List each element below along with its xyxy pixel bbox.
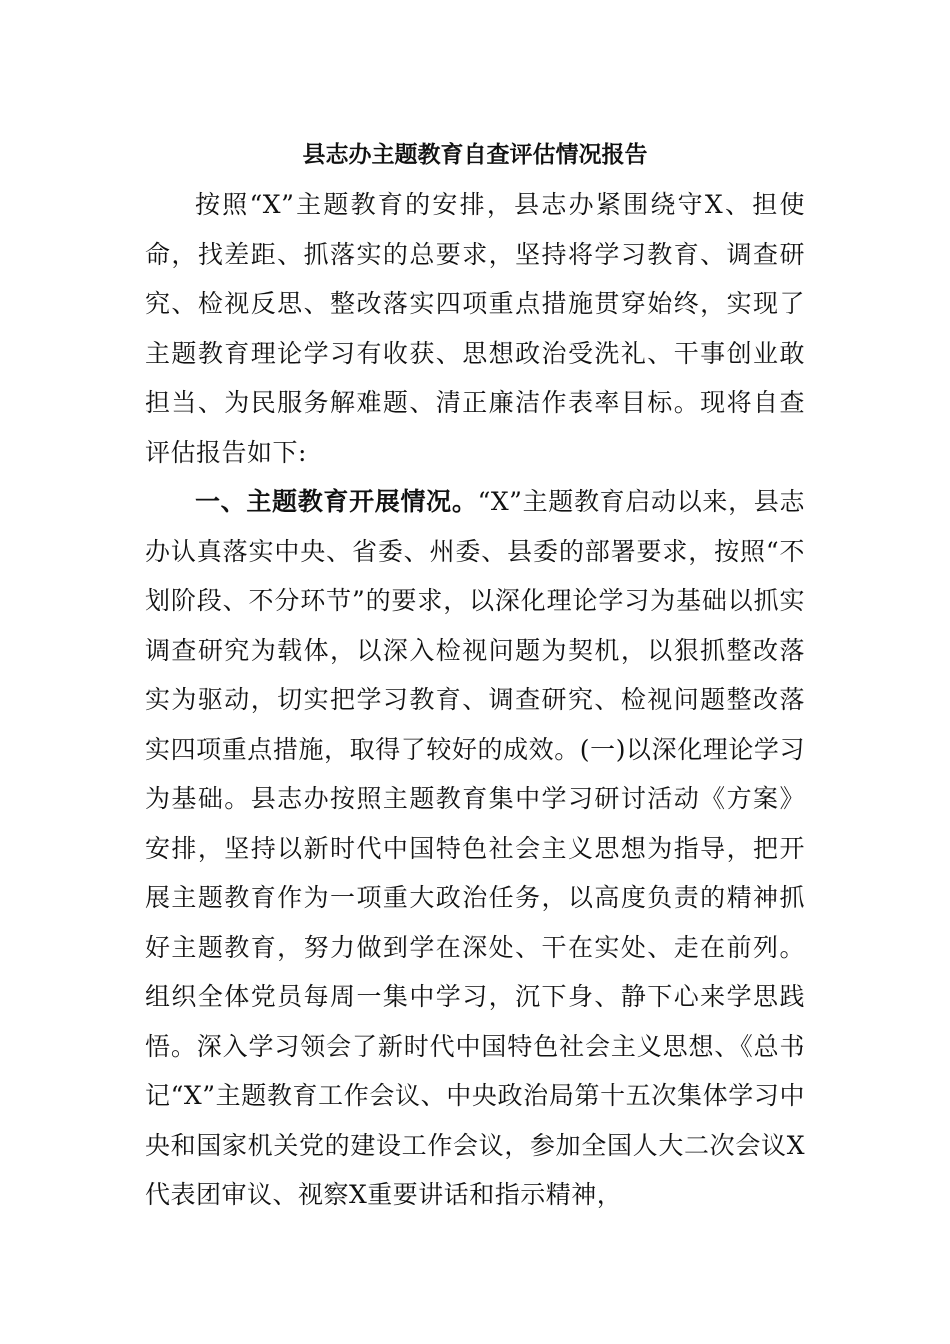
document-title: 县志办主题教育自查评估情况报告 — [302, 141, 648, 168]
section-1-paragraph — [145, 477, 805, 1220]
document-page — [145, 130, 805, 1220]
section-1-body: “X”主题教育启动以来，县志办认真落实中央、省委、州委、县委的部署要求，按照“不划阶段、不分环节”的要求，以深化理论学习为基础以抓实调查研究为载体，以深入检视问题为契机，以狠抓整改落实为驱动，切实把学习教育、调查研究、检视问题整改落实四项重点措施，取得了较好的成效。(一)以深化理论学习为基础。县志办按照主题教育集中学习研讨活动《方案》安排，坚持以新时代中国特色社会主义思想为指导，把开展主题教育作为一项重大政治任务，以高度负责的精神抓好主题教育，努力做到学在深处、干在实处、走在前列。组织全体党员每周一集中学习，沉下身、静下心来学思践悟。深入学习领会了新时代中国特色社会主义思想、《总书记“X”主题教育工作会议、中央政治局第十五次集体学习中央和国家机关党的建设工作会议，参加全国人大二次会议X代表团审议、视察X重要讲话和指示精神， — [145, 487, 805, 1209]
intro-paragraph: 按照“X”主题教育的安排，县志办紧围绕守X、担使命，找差距、抓落实的总要求，坚持将学习教育、调查研究、检视反思、整改落实四项重点措施贯穿始终，实现了主题教育理论学习有收获、思想政治受洗礼、干事创业敢担当、为民服务解难题、清正廉洁作表率目标。现将自查评估报告如下: — [145, 190, 805, 467]
section-1-heading: 一、主题教育开展情况。 — [195, 487, 478, 516]
